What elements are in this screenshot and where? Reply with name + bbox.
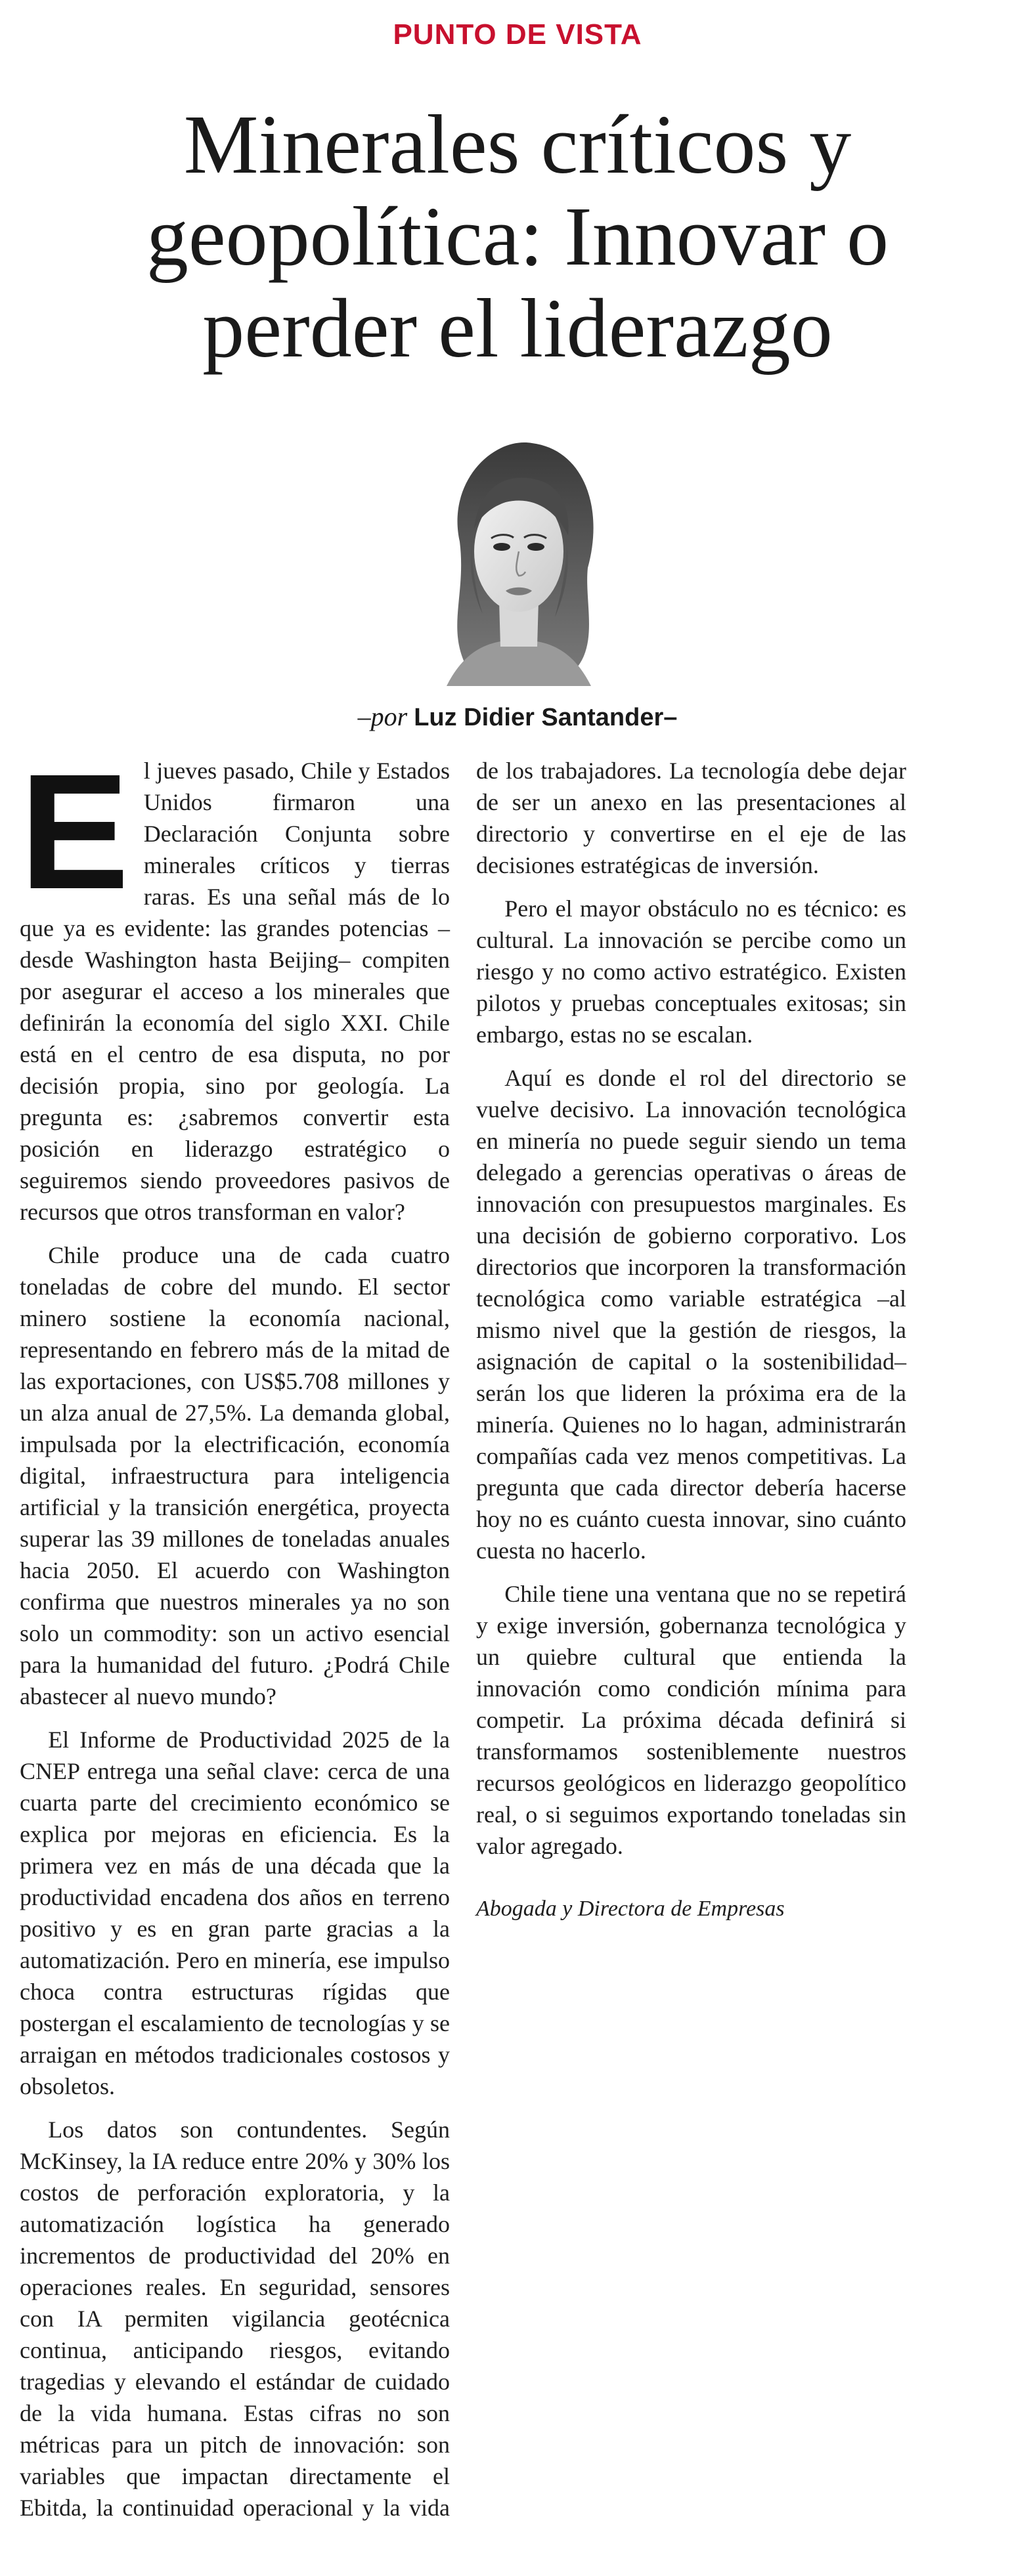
- paragraph: Aquí es donde el rol del directorio se vuelve decisivo. La innovación tecnológica en minería no puede seguir siendo un tema delegado a gerencias operativas o áreas de innovación con presupuestos marginales. Es una decisión de gobierno corporativo. Los directorios que incorporen la transformación tecnológica como variable estratégica –al mismo nivel que la gestión de riesgos, la asignación de capital o la sostenibilidad– serán los que lideren la próxima era de la minería. Quienes no lo hagan, administrarán compañías cada vez menos competitivas. La pregunta que cada director debería hacerse hoy no es cuánto cuesta innovar, sino cuánto cuesta no hacerlo.: [476, 1065, 906, 1564]
- paragraph: Los datos son contundentes. Según McKinsey, la IA reduce entre 20% y 30% los costos de perforación exploratoria, y la automatización logística ha generado incrementos de productividad del 20% en operaciones reales. En seguridad, sensores con IA permiten vigilancia geotécnica continua, anticipando riesgos, evitando tragedias y elevando el estándar de cuidado de la vida humana. Estas cifras no son métricas para un pitch de innovación: son variables que impactan directamente el Ebitda, la continuidad operacional y la vida de los trabajadores. La tecnología debe dejar de ser un anexo en las presentaciones al directorio y convertirse en el eje de las decisiones estratégicas de inversión.: [20, 758, 906, 2521]
- headline-line: geopolítica: Innovar o: [146, 190, 889, 283]
- paragraph: Chile produce una de cada cuatro toneladas de cobre del mundo. El sector minero sostiene la economía nacional, representando en febrero más de la mitad de las exportaciones, con US$5.708 millones y un alza anual de 27,5%. La demanda global, impulsada por la electrificación, economía digital, infraestructura para inteligencia artificial y la transición energética, proyecta superar las 39 millones de toneladas anuales hacia 2050. El acuerdo con Washington confirma que nuestros minerales ya no son solo un commodity: son un activo esencial para la humanidad del futuro. ¿Podrá Chile abastecer al nuevo mundo?: [20, 1242, 450, 1709]
- paragraph: El Informe de Productividad 2025 de la CNEP entrega una señal clave: cerca de una cuarta parte del crecimiento económico se explica por mejoras en eficiencia. Es la primera vez en más de una década que la productividad encadena dos años en terreno positivo y es en gran parte gracias a la automatización. Pero en minería, ese impulso choca contra estructuras rígidas que postergan el escalamiento de tecnologías y se arraigan en métodos tradicionales costosos y obsoletos.: [20, 1727, 450, 2099]
- paragraph: [20, 740, 450, 1228]
- drop-cap: E: [20, 740, 129, 923]
- article-body: [20, 740, 906, 2547]
- author-portrait: [420, 430, 617, 686]
- paragraph: Chile tiene una ventana que no se repetirá y exige inversión, gobernanza tecnológica y un quiebre cultural que entienda la innovación como condición mínima para competir. La próxima década definirá si transformamos sosteniblemente nuestros recursos geológicos en liderazgo geopolítico real, o si seguimos exportando toneladas sin valor agregado.: [476, 1581, 906, 1859]
- paragraph: Pero el mayor obstáculo no es técnico: es cultural. La innovación se percibe como un riesgo y no como activo estratégico. Existen pilotos y pruebas conceptuales exitosas; sin embargo, estas no se escalan.: [476, 895, 906, 1048]
- byline-prefix: –por: [357, 702, 408, 731]
- author-signature: Abogada y Directora de Empresas: [476, 1897, 785, 1921]
- headline-line: perder el liderazgo: [202, 282, 833, 375]
- headline-line: Minerales críticos y: [183, 98, 852, 191]
- author-name: Luz Didier Santander–: [414, 704, 678, 731]
- headline: [26, 98, 1009, 374]
- byline: [0, 701, 1035, 732]
- paragraph-text: l jueves pasado, Chile y Estados Unidos firmaron una Declaración Conjunta sobre minerales críticos y tierras raras. Es una señal más de lo que ya es evidente: las grandes potencias –desde Washington hasta Beijing– compiten por asegurar el acceso a los minerales que definirán la economía del siglo XXI. Chile está en el centro de esa disputa, no por decisión propia, sino por geología. La pregunta es: ¿sabremos convertir esta posición en liderazgo estratégico o seguiremos siendo proveedores pasivos de recursos que otros transforman en valor?: [20, 758, 450, 1225]
- section-label: PUNTO DE VISTA: [393, 18, 642, 51]
